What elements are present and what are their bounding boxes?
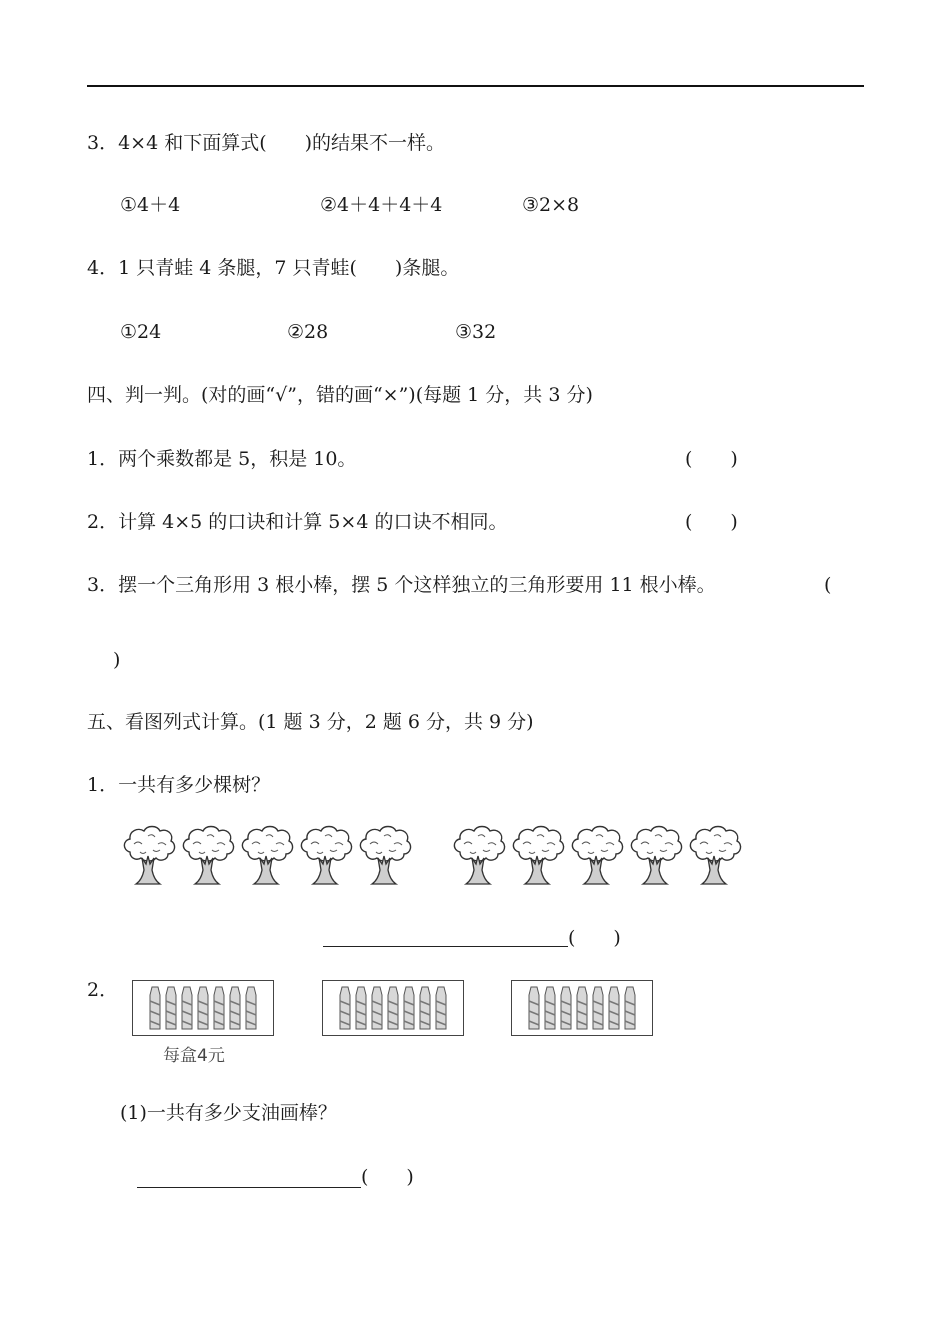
crayon-icon: [606, 985, 622, 1031]
section5-q1: 1．一共有多少棵树？: [87, 774, 271, 796]
tree-icon: [686, 822, 742, 886]
crayon-icon: [147, 985, 163, 1031]
crayon-box: [132, 980, 274, 1036]
crayon-icon: [179, 985, 195, 1031]
crayon-icon: [337, 985, 353, 1031]
q4-option-3: ③32: [455, 321, 497, 343]
tree-icon: [179, 822, 235, 886]
judge-item-2-answer[interactable]: ( ): [685, 511, 738, 533]
crayon-box: [322, 980, 464, 1036]
q2-sub1-answer-unit[interactable]: ( ): [361, 1166, 414, 1188]
crayon-icon: [227, 985, 243, 1031]
crayon-box: [511, 980, 653, 1036]
q2-sub-question-1: (1)一共有多少支油画棒？: [120, 1102, 337, 1124]
judge-item-3-answer-open[interactable]: (: [824, 574, 832, 596]
crayon-icon: [243, 985, 259, 1031]
q4-option-1: ①24: [120, 321, 162, 343]
crayon-icon: [542, 985, 558, 1031]
crayon-icon: [622, 985, 638, 1031]
judge-item-1: 1．两个乘数都是 5，积是 10。: [87, 448, 357, 470]
crayon-icon: [163, 985, 179, 1031]
tree-icon: [120, 822, 176, 886]
box-price-label: 每盒4元: [163, 1046, 225, 1066]
tree-icon: [297, 822, 353, 886]
crayon-icon: [211, 985, 227, 1031]
crayon-icon: [195, 985, 211, 1031]
q3-option-2: ②4＋4＋4＋4: [320, 194, 443, 216]
q1-answer-unit[interactable]: ( ): [568, 927, 621, 949]
tree-icon: [568, 822, 624, 886]
tree-icon: [509, 822, 565, 886]
q3-option-1: ①4＋4: [120, 194, 181, 216]
crayon-icon: [353, 985, 369, 1031]
section5-title: 五、看图列式计算。(1 题 3 分，2 题 6 分，共 9 分): [87, 711, 534, 733]
q4-stem: 4．1 只青蛙 4 条腿，7 只青蛙( )条腿。: [87, 257, 460, 279]
section4-title: 四、判一判。(对的画“√”，错的画“×”)(每题 1 分，共 3 分): [87, 384, 593, 406]
tree-icon: [627, 822, 683, 886]
crayon-icon: [369, 985, 385, 1031]
judge-item-1-answer[interactable]: ( ): [685, 448, 738, 470]
q3-option-3: ③2×8: [522, 194, 580, 216]
q2-sub1-answer-blank[interactable]: [137, 1187, 361, 1188]
crayon-icon: [385, 985, 401, 1031]
tree-group-right: [450, 822, 742, 888]
q3-stem: 3．4×4 和下面算式( )的结果不一样。: [87, 132, 446, 154]
crayon-icon: [558, 985, 574, 1031]
tree-icon: [238, 822, 294, 886]
crayon-icon: [401, 985, 417, 1031]
q1-answer-blank[interactable]: [323, 946, 568, 947]
tree-icon: [356, 822, 412, 886]
crayon-icon: [590, 985, 606, 1031]
judge-item-3-answer-close: ): [113, 649, 121, 671]
judge-item-3: 3．摆一个三角形用 3 根小棒，摆 5 个这样独立的三角形要用 11 根小棒。: [87, 574, 716, 596]
judge-item-2: 2．计算 4×5 的口诀和计算 5×4 的口诀不相同。: [87, 511, 508, 533]
section5-q2-number: 2．: [87, 979, 119, 1001]
crayon-icon: [526, 985, 542, 1031]
header-rule: [87, 85, 864, 87]
q4-option-2: ②28: [287, 321, 329, 343]
tree-group-left: [120, 822, 412, 888]
crayon-icon: [417, 985, 433, 1031]
crayon-icon: [433, 985, 449, 1031]
tree-icon: [450, 822, 506, 886]
crayon-icon: [574, 985, 590, 1031]
